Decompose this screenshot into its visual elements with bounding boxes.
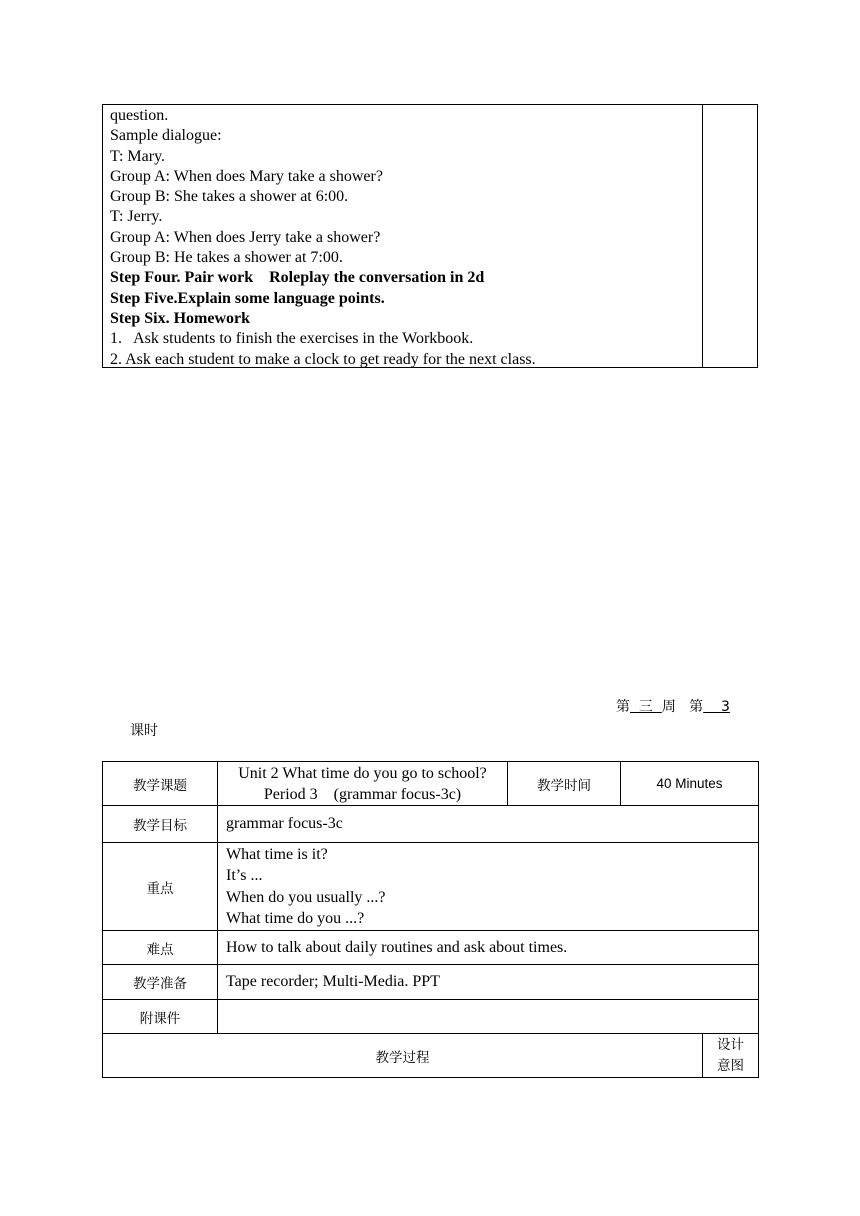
key-line: What time do you ...? xyxy=(226,910,365,927)
week-middle: 周 第 xyxy=(661,699,704,715)
topic-line-2: Period 3 (grammar focus-3c) xyxy=(263,785,462,803)
attachment-row xyxy=(103,1000,759,1034)
period-suffix: 课时 xyxy=(130,723,158,739)
design-label-line-2: 意图 xyxy=(717,1057,744,1074)
key-value xyxy=(218,843,759,931)
time-value: 40 Minutes xyxy=(621,762,759,806)
topic-line-1: Unit 2 What time do you go to school? xyxy=(238,764,487,782)
difficulty-label: 难点 xyxy=(103,931,218,965)
key-line: It’s ... xyxy=(226,867,263,884)
design-label-line-1: 设计 xyxy=(717,1036,744,1053)
procedure-line: 1. Ask students to finish the exercises in the Workbook. xyxy=(110,330,474,348)
procedure-line: Step Six. Homework xyxy=(110,309,250,327)
procedure-line: Group A: When does Jerry take a shower? xyxy=(110,228,381,246)
attachment-value xyxy=(218,1000,759,1034)
process-header-row xyxy=(103,1034,759,1078)
design-intent-label xyxy=(703,1034,759,1078)
key-label: 重点 xyxy=(103,843,218,931)
attachment-label: 附课件 xyxy=(103,1000,218,1034)
continuation-procedure-cell xyxy=(103,105,703,367)
time-label: 教学时间 xyxy=(508,762,621,806)
procedure-line: T: Jerry. xyxy=(110,208,163,226)
week-prefix: 第 xyxy=(616,699,630,715)
key-row xyxy=(103,843,759,931)
continuation-table xyxy=(102,104,758,368)
procedure-line: Sample dialogue: xyxy=(110,127,222,145)
process-label: 教学过程 xyxy=(103,1034,703,1078)
period-number: 3 xyxy=(703,699,730,715)
key-line: What time is it? xyxy=(226,845,328,863)
goal-label: 教学目标 xyxy=(103,806,218,843)
procedure-line: question. xyxy=(110,107,169,124)
difficulty-row xyxy=(103,931,759,965)
procedure-line: Group B: She takes a shower at 6:00. xyxy=(110,188,349,206)
topic-label: 教学课题 xyxy=(103,762,218,806)
prep-value: Tape recorder; Multi-Media. PPT xyxy=(218,965,759,1000)
topic-value xyxy=(218,762,508,806)
procedure-line: Step Five.Explain some language points. xyxy=(110,289,385,307)
week-period-line xyxy=(616,696,730,716)
difficulty-value: How to talk about daily routines and ask about times. xyxy=(218,931,759,965)
procedure-line: Group B: He takes a shower at 7:00. xyxy=(110,249,343,267)
key-line: When do you usually ...? xyxy=(226,888,386,906)
week-number: 三 xyxy=(630,699,662,715)
prep-row xyxy=(103,965,759,1000)
prep-label: 教学准备 xyxy=(103,965,218,1000)
goal-row xyxy=(103,806,759,843)
procedure-line: 2. Ask each student to make a clock to get ready for the next class. xyxy=(110,350,536,368)
procedure-line: Group A: When does Mary take a shower? xyxy=(110,167,383,185)
goal-value: grammar focus-3c xyxy=(218,806,759,843)
procedure-line: T: Mary. xyxy=(110,147,166,165)
procedure-line: Step Four. Pair work Roleplay the conversation in 2d xyxy=(110,269,485,287)
lesson-plan-table xyxy=(102,761,759,1078)
topic-row xyxy=(103,762,759,806)
